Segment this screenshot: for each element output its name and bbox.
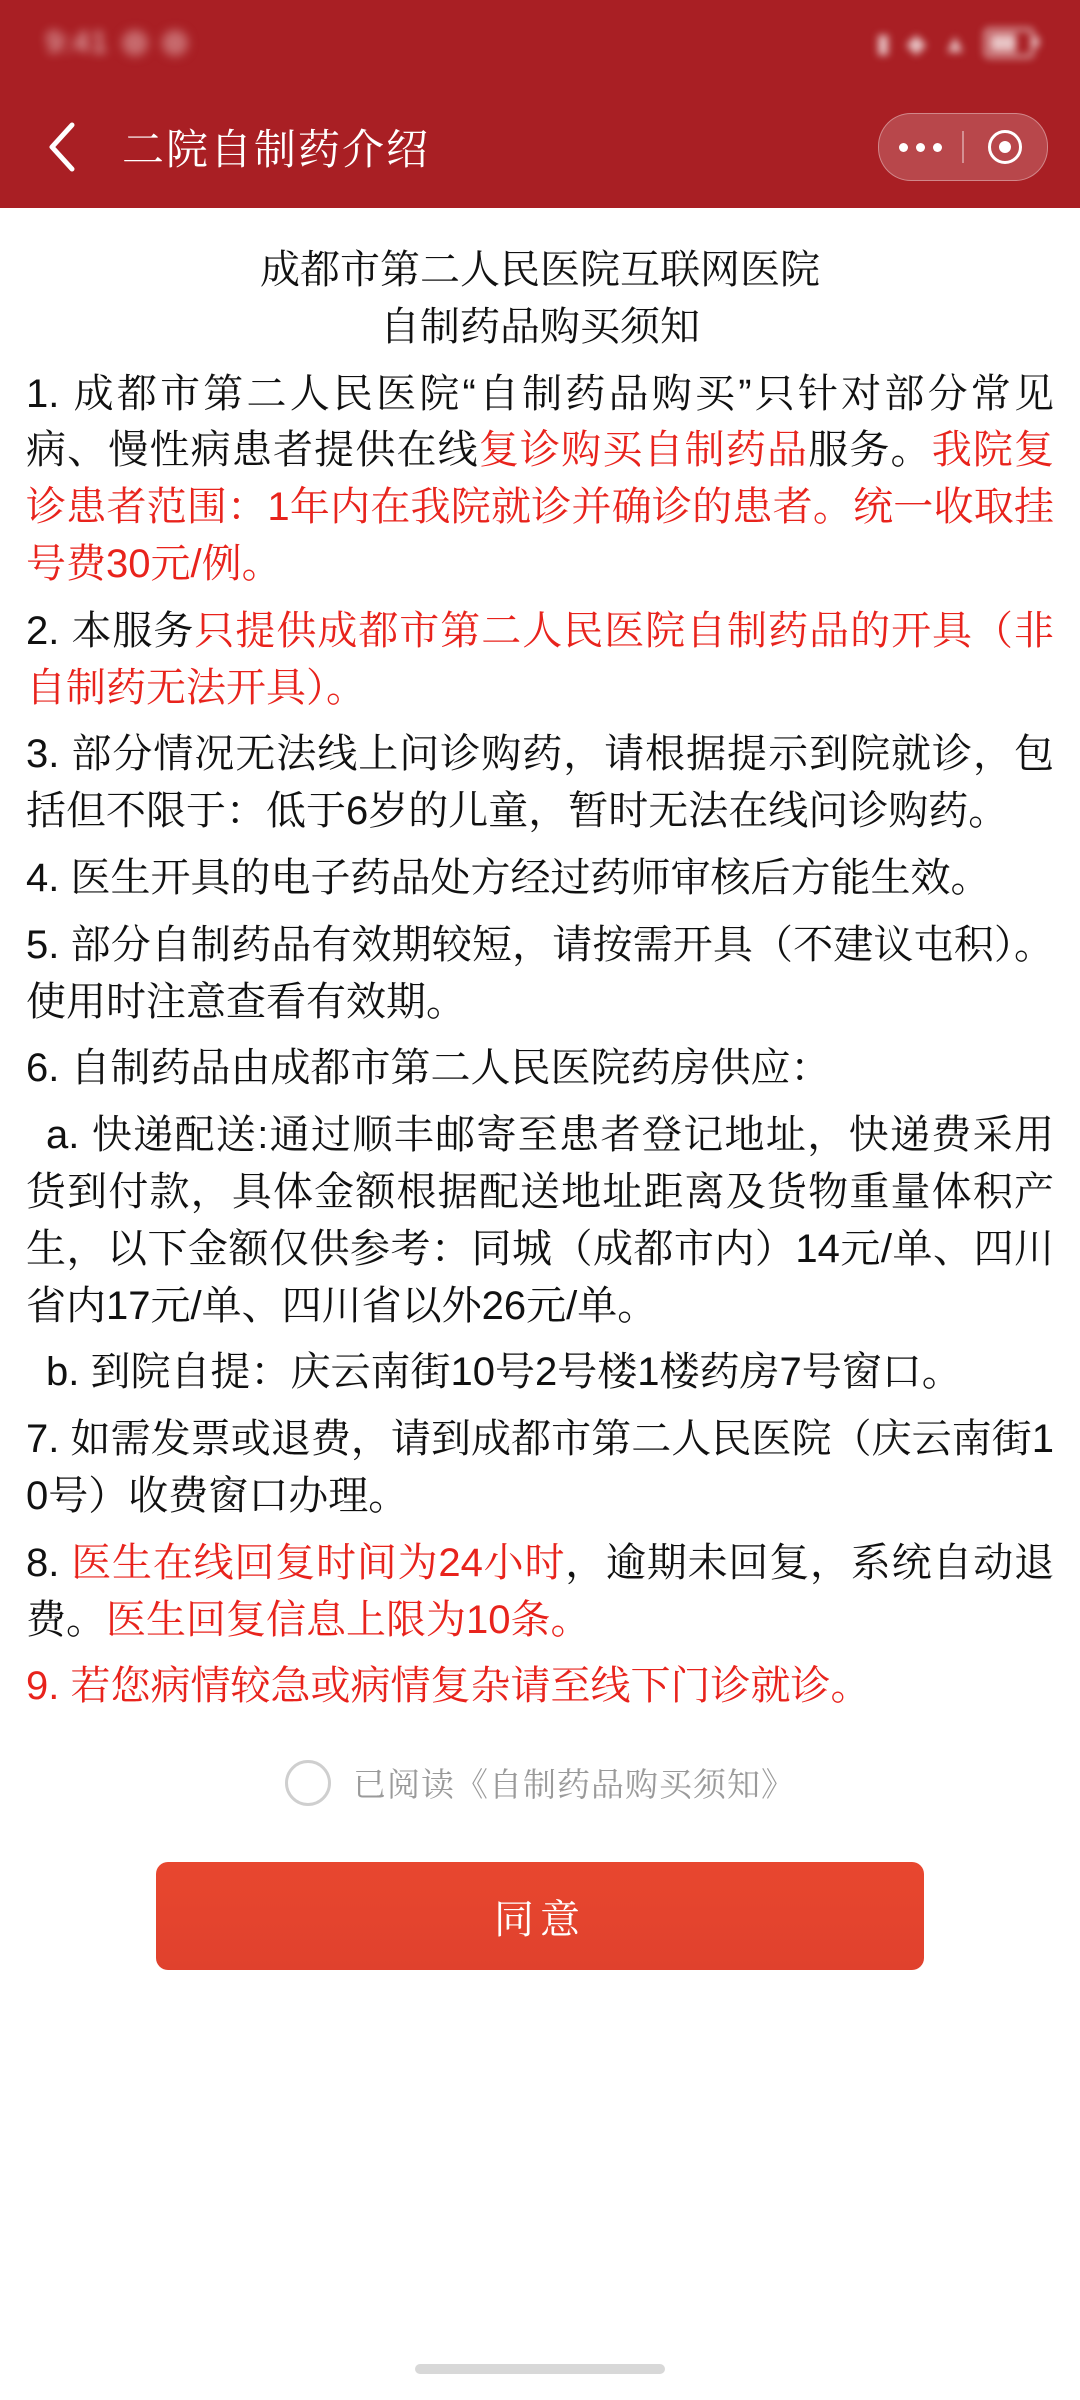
paragraph-segment: 医生在线回复时间为24小时	[71, 1540, 566, 1585]
notice-paragraph	[26, 1658, 1054, 1715]
paragraph-segment: 4. 医生开具的电子药品处方经过药师审核后方能生效。	[26, 855, 991, 900]
home-indicator	[415, 2364, 665, 2374]
paragraph-segment: 医生回复信息上限为10条。	[106, 1597, 591, 1642]
notice-paragraph	[26, 917, 1054, 1031]
paragraph-segment: 2. 本服务	[26, 608, 195, 653]
paragraph-segment: a. 快递配送:通过顺丰邮寄至患者登记地址，快递费采用货到付款，具体金额根据配送地址距离及货物重量体积产生，以下金额仅供参考：同城（成都市内）14元/单、四川省内17元/单、四川省以外26元/单。	[26, 1113, 1054, 1328]
paragraph-segment: 3. 部分情况无法线上问诊购药，请根据提示到院就诊，包括但不限于：低于6岁的儿童，暂时无法在线问诊购药。	[26, 732, 1054, 834]
paragraph-segment: 5. 部分自制药品有效期较短，请按需开具（不建议屯积）。使用时注意查看有效期。	[26, 922, 1054, 1024]
battery-icon	[984, 28, 1034, 58]
status-bar	[0, 0, 1080, 86]
navigation-bar	[0, 86, 1080, 208]
paragraph-segment: 1. 成都市第二人民医院“自制药品购买”只针对部分常见病、慢性病患者提供在线	[26, 371, 1054, 473]
status-bar-left	[46, 26, 188, 60]
action-bar	[26, 1806, 1054, 1970]
chevron-left-icon[interactable]	[34, 120, 88, 174]
paragraph-segment: 9. 若您病情较急或病情复杂请至线下门诊就诊。	[26, 1664, 871, 1709]
agreement-checkbox[interactable]	[285, 1760, 331, 1806]
agree-button[interactable]: 同意	[156, 1862, 924, 1970]
status-bar-right	[876, 28, 1034, 59]
notice-paragraph	[26, 603, 1054, 717]
notice-paragraph	[26, 1411, 1054, 1525]
agreement-row[interactable]	[26, 1759, 1054, 1806]
notice-paragraph	[26, 1040, 1054, 1097]
notice-paragraph	[26, 1107, 1054, 1334]
mini-program-capsule	[878, 113, 1048, 181]
paragraph-segment: 7. 如需发票或退费，请到成都市第二人民医院（庆云南街10号）收费窗口办理。	[26, 1417, 1054, 1518]
signal-icon: ▮	[875, 27, 891, 58]
status-blur-dot	[122, 30, 148, 56]
target-circle-icon[interactable]	[964, 114, 1047, 180]
notice-paragraph	[26, 1344, 1054, 1401]
paragraph-segment: b. 到院自提：庆云南街10号2号楼1楼药房7号窗口。	[46, 1350, 962, 1395]
more-dots-icon[interactable]	[879, 114, 962, 180]
page-title: 二院自制药介绍	[122, 126, 431, 173]
notice-paragraph	[26, 366, 1054, 593]
notice-paragraph	[26, 726, 1054, 840]
paragraph-segment: 只提供成都市第二人民医院自制药品的开具（非自制药无法开具）。	[26, 608, 1055, 710]
status-time: 9:41	[46, 26, 109, 59]
paragraph-segment: 复诊购买自制药品	[478, 428, 809, 473]
document-title-line-1: 成都市第二人民医院互联网医院	[260, 248, 820, 292]
paragraph-segment: ，逾期未回复，系统自动退费。	[26, 1540, 1054, 1642]
notice-paragraph	[26, 850, 1054, 907]
paragraph-segment: 服务。	[808, 428, 932, 473]
document-title-line-2: 自制药品购买须知	[380, 304, 700, 349]
notice-paragraph-list	[26, 366, 1054, 1716]
cellular-icon: ▲	[942, 27, 968, 58]
document-title	[26, 242, 1054, 356]
notice-content	[0, 208, 1080, 1970]
agreement-label: 已阅读《自制药品购买须知》	[353, 1766, 795, 1804]
paragraph-segment: 我院复诊患者范围：1年内在我院就诊并确诊的患者。统一收取挂号费30元/例。	[26, 428, 1055, 586]
wifi-icon: ◆	[906, 27, 927, 58]
paragraph-segment: 6. 自制药品由成都市第二人民医院药房供应：	[26, 1046, 831, 1091]
status-blur-dot	[162, 30, 188, 56]
paragraph-segment: 8.	[26, 1540, 72, 1585]
notice-paragraph	[26, 1535, 1054, 1649]
